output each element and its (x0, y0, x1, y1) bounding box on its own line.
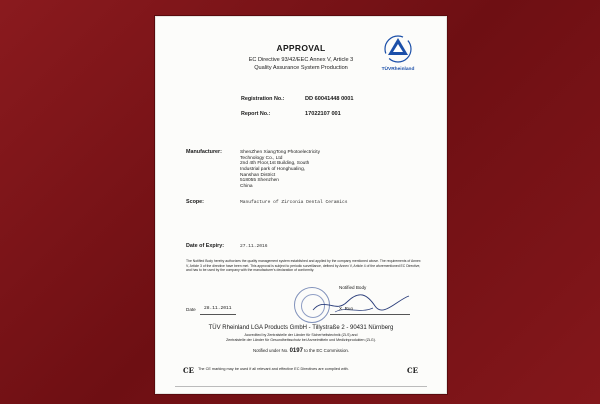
manufacturer-line: ShenZhen XiangTong Photoelectricity (240, 150, 320, 155)
notified-prefix: Notified under No. (252, 348, 289, 353)
issuer-address: TÜV Rheinland LGA Products GmbH - Tillystraße 2 - 90431 Nürnberg (208, 325, 394, 331)
ce-footer-note: The CE marking may be used if all relevant and effective EC Directives are complied with. (198, 367, 349, 371)
expiry-label: Date of Expiry: (186, 243, 225, 249)
ce-mark-left: CE (183, 366, 194, 375)
approval-statement: The Notified Body hereby authorizes the quality management system established and applied by the company mentioned above. The requirements of Annex V, Article 3 of the directive have been met. This approval is subject to periodic surveillance, defined by Annex V, Article 4 of the aforementioned EC Directive, and has to be used by the company with the manufacturer's declaration of conformity. (186, 259, 421, 273)
ce-mark-right: CE (407, 366, 418, 375)
manufacturer-address (240, 150, 320, 190)
signature-line (330, 314, 410, 315)
notified-body-label: Notified Body (339, 285, 367, 290)
report-number: 17022107 001 (305, 111, 341, 117)
accreditation-line-1: Accredited by Zentralstelle der Länder für Sicherheitstechnik (ZLS) and (244, 333, 358, 337)
manufacturer-line: 2nd 4th Floor,1st Building, South (240, 161, 310, 167)
system-text: Quality Assurance System Production (254, 65, 348, 71)
manufacturer-line: Nanshan District (240, 172, 276, 178)
notified-suffix: to the EC Commission. (304, 348, 350, 353)
signer-name: X. Ruo (339, 306, 354, 311)
manufacturer-line: China (240, 183, 253, 189)
report-label: Report No.: (241, 111, 271, 117)
registration-number: DD 60041448 0001 (305, 96, 354, 102)
certificate-document (155, 16, 447, 394)
directive-text: EC Directive 93/42/EEC Annex V, Article 3 (248, 57, 354, 63)
date-line (200, 314, 236, 315)
scope-text: Manufacture of Zirconia Dental Ceramics (240, 200, 348, 205)
issue-date: 28.11.2011 (204, 306, 232, 311)
notified-number: 0197 (289, 348, 303, 354)
manufacturer-line: Technology Co., Ltd (240, 155, 283, 161)
brand-name: TÜVRheinland (381, 67, 415, 72)
manufacturer-line: 518055 Shenzhen (240, 178, 279, 184)
manufacturer-line: Industrial park of Honghualing, (240, 166, 306, 172)
accreditation-line-2: Zentralstelle der Länder für Gesundheitsschutz bei Arzneimitteln und Medizinprodukten (ZLG). (226, 338, 376, 342)
date-label: Date (186, 307, 196, 312)
manufacturer-label: Manufacturer: (186, 149, 222, 155)
scope-label: Scope: (186, 199, 204, 205)
notified-number-line (155, 348, 447, 354)
bottom-rule (175, 386, 427, 387)
certificate-title: APPROVAL (276, 43, 326, 53)
expiry-date: 27.11.2016 (240, 244, 268, 249)
registration-label: Registration No.: (241, 96, 285, 102)
